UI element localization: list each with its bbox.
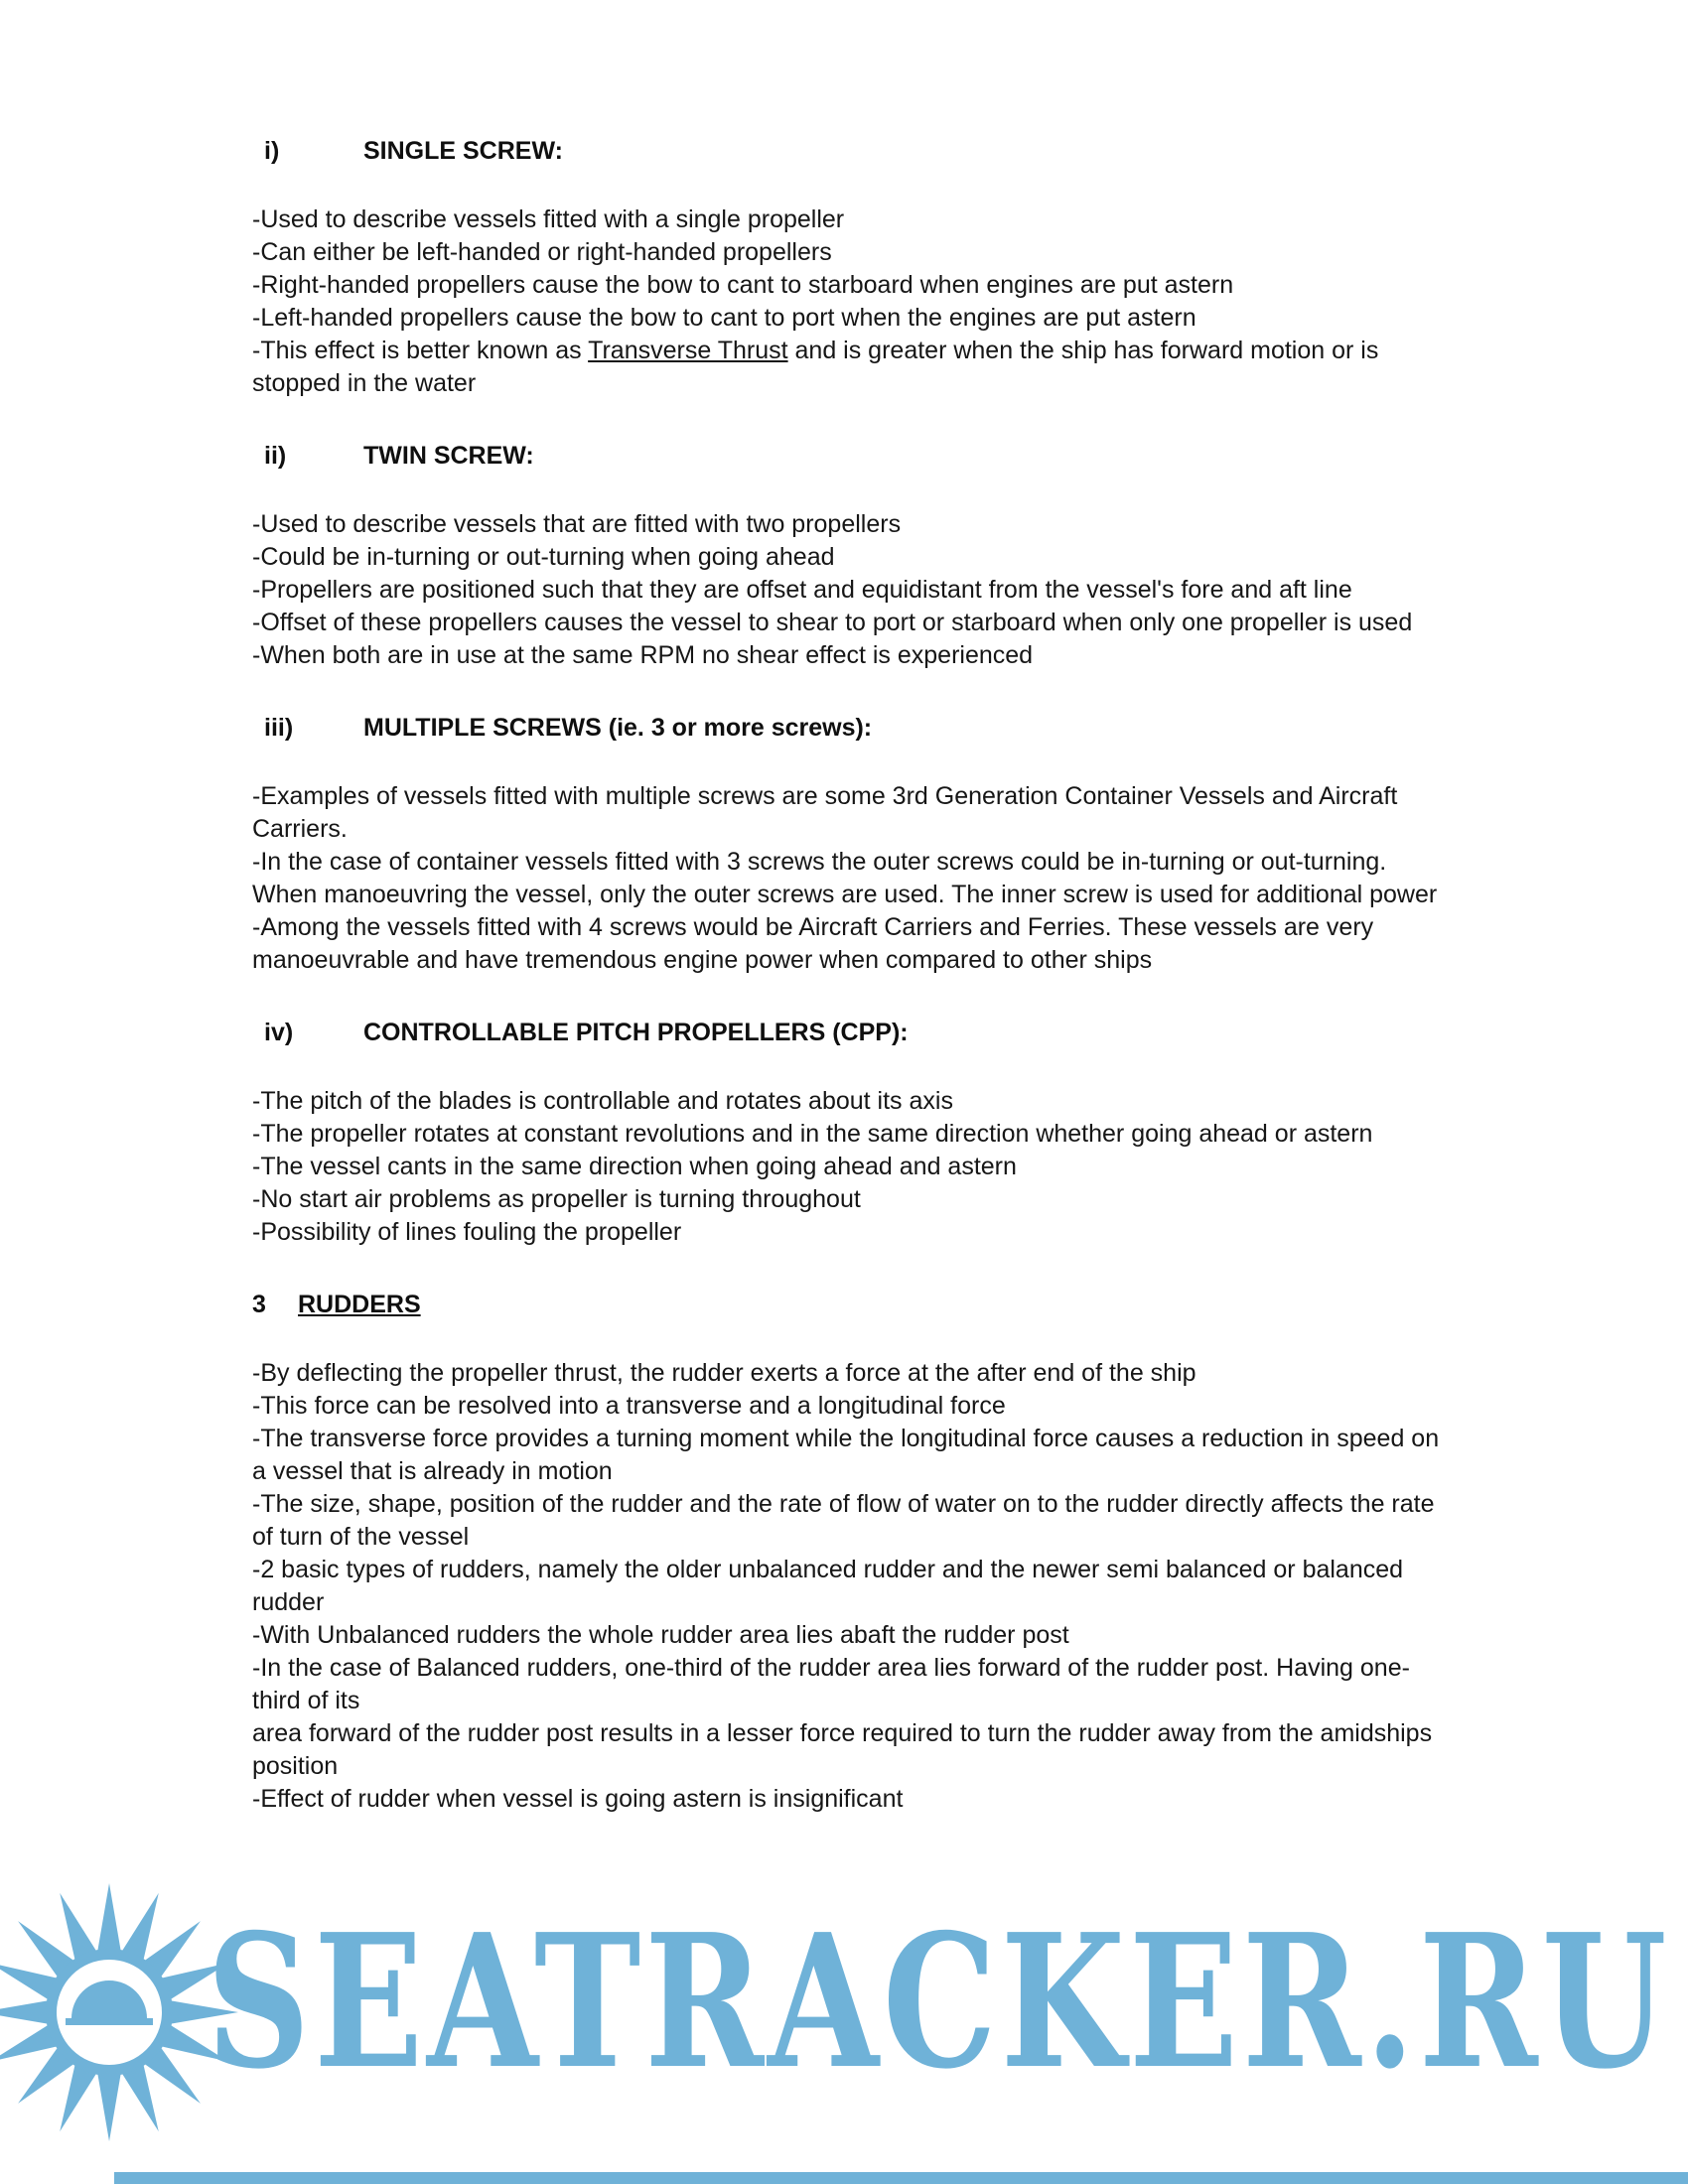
rudders-heading bbox=[252, 1289, 1444, 1321]
bullet-paragraph: -In the case of container vessels fitted with 3 screws the outer screws could be in-turning or out-turning. When manoeuvring the vessel, only the outer screws are used. The inner screw is used for additional power bbox=[252, 848, 1438, 908]
section-heading bbox=[252, 712, 1444, 745]
document-content bbox=[252, 135, 1444, 1855]
bullet-paragraph: -Possibility of lines fouling the propeller bbox=[252, 1218, 682, 1246]
section-single-screw bbox=[252, 135, 1444, 400]
bullet-paragraph: area forward of the rudder post results in a lesser force required to turn the rudder away from the amidships position bbox=[252, 1719, 1433, 1780]
section-multiple-screws bbox=[252, 712, 1444, 977]
bullet-text-post: and is greater when the ship has forward motion or is stopped in the water bbox=[252, 337, 1379, 397]
bullet-paragraph: -No start air problems as propeller is turning throughout bbox=[252, 1185, 861, 1213]
rudders-number: 3 bbox=[252, 1291, 266, 1318]
bullet-paragraph: -Used to describe vessels fitted with a single propeller bbox=[252, 205, 845, 233]
bullet-paragraph bbox=[252, 335, 1444, 400]
sun-logo-icon bbox=[0, 1879, 238, 2145]
section-numeral: i) bbox=[264, 137, 280, 165]
bullet-paragraph: -The pitch of the blades is controllable and rotates about its axis bbox=[252, 1087, 953, 1115]
underlined-term: Transverse Thrust bbox=[588, 337, 788, 364]
section-title: MULTIPLE SCREWS (ie. 3 or more screws): bbox=[363, 714, 873, 742]
section-numeral: ii) bbox=[264, 442, 287, 470]
bullet-paragraph: -With Unbalanced rudders the whole rudder area lies abaft the rudder post bbox=[252, 1621, 1069, 1649]
section-numeral: iv) bbox=[264, 1019, 294, 1046]
bullet-paragraph: -Examples of vessels fitted with multiple screws are some 3rd Generation Container Vessels and Aircraft Carriers. bbox=[252, 782, 1398, 843]
bullet-paragraph: -Left-handed propellers cause the bow to cant to port when the engines are put astern bbox=[252, 304, 1196, 332]
bullet-paragraph: -By deflecting the propeller thrust, the rudder exerts a force at the after end of the ship bbox=[252, 1359, 1196, 1387]
section-heading bbox=[252, 1017, 1444, 1049]
section-rudders bbox=[252, 1289, 1444, 1816]
rudders-title: RUDDERS bbox=[298, 1291, 421, 1318]
bullet-paragraph: -The transverse force provides a turning moment while the longitudinal force causes a reduction in speed on a vessel that is already in motion bbox=[252, 1425, 1440, 1485]
bullet-paragraph: -Among the vessels fitted with 4 screws would be Aircraft Carriers and Ferries. These vessels are very manoeuvrable and have tremendous engine power when compared to other ships bbox=[252, 913, 1374, 974]
bullet-paragraph: -Offset of these propellers causes the vessel to shear to port or starboard when only one propeller is used bbox=[252, 609, 1413, 636]
watermark-baseline-bar bbox=[114, 2172, 1688, 2184]
bullet-paragraph: -The size, shape, position of the rudder and the rate of flow of water on to the rudder directly affects the rate of turn of the vessel bbox=[252, 1490, 1435, 1551]
bullet-paragraph: -Right-handed propellers cause the bow to cant to starboard when engines are put astern bbox=[252, 271, 1234, 299]
watermark-text: SEATRACKER.RU bbox=[207, 1893, 1671, 2110]
bullet-paragraph: -Effect of rudder when vessel is going astern is insignificant bbox=[252, 1785, 904, 1813]
bullet-paragraph: -The vessel cants in the same direction when going ahead and astern bbox=[252, 1153, 1017, 1180]
bullet-paragraph: -The propeller rotates at constant revolutions and in the same direction whether going ahead or astern bbox=[252, 1120, 1373, 1148]
bullet-paragraph: -In the case of Balanced rudders, one-third of the rudder area lies forward of the rudder post. Having one-third of its bbox=[252, 1654, 1410, 1714]
section-title: TWIN SCREW: bbox=[363, 442, 534, 470]
bullet-paragraph: -Used to describe vessels that are fitted with two propellers bbox=[252, 510, 902, 538]
bullet-paragraph: -Can either be left-handed or right-handed propellers bbox=[252, 238, 832, 266]
section-heading bbox=[252, 440, 1444, 473]
section-numeral: iii) bbox=[264, 714, 294, 742]
bullet-text-pre: -This effect is better known as bbox=[252, 337, 589, 364]
section-cpp bbox=[252, 1017, 1444, 1249]
section-title: SINGLE SCREW: bbox=[363, 137, 563, 165]
section-twin-screw bbox=[252, 440, 1444, 672]
bullet-paragraph: -When both are in use at the same RPM no shear effect is experienced bbox=[252, 641, 1034, 669]
section-title: CONTROLLABLE PITCH PROPELLERS (CPP): bbox=[363, 1019, 909, 1046]
bullet-paragraph: -Could be in-turning or out-turning when going ahead bbox=[252, 543, 835, 571]
bullet-paragraph: -2 basic types of rudders, namely the older unbalanced rudder and the newer semi balanced or balanced rudder bbox=[252, 1556, 1404, 1616]
bullet-paragraph: -Propellers are positioned such that they are offset and equidistant from the vessel's fore and aft line bbox=[252, 576, 1352, 604]
section-heading bbox=[252, 135, 1444, 168]
bullet-paragraph: -This force can be resolved into a transverse and a longitudinal force bbox=[252, 1392, 1006, 1420]
